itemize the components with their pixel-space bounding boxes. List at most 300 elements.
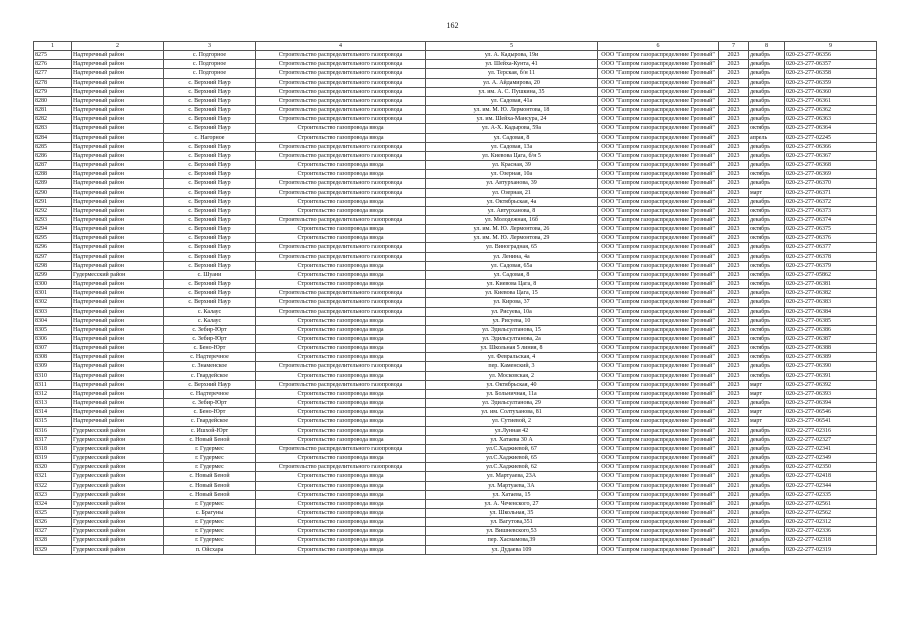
work-type-cell: Строительство распределительного газопровода (256, 444, 426, 453)
row-number-cell: 8285 (34, 142, 72, 151)
column-header: 3 (164, 42, 256, 51)
settlement-cell: с. Калаус (164, 316, 256, 325)
column-header: 7 (719, 42, 749, 51)
work-type-cell: Строительство газопровода ввода (256, 344, 426, 353)
table-row (34, 179, 877, 188)
organization-cell: ООО "Газпром газораспределение Грозный" (598, 454, 719, 463)
district-cell: Надтеречный район (72, 96, 164, 105)
settlement-cell: с. Верхний Наур (164, 106, 256, 115)
row-number-cell: 8280 (34, 96, 72, 105)
registry-code-cell: 020-22-277-02336 (785, 527, 877, 536)
organization-cell: ООО "Газпром газораспределение Грозный" (598, 371, 719, 380)
table-row (34, 234, 877, 243)
organization-cell: ООО "Газпром газораспределение Грозный" (598, 380, 719, 389)
row-number-cell: 8288 (34, 170, 72, 179)
header-row (34, 42, 877, 51)
work-type-cell: Строительство газопровода ввода (256, 454, 426, 463)
month-cell: декабрь (749, 463, 785, 472)
row-number-cell: 8310 (34, 371, 72, 380)
settlement-cell: с. Знаменское (164, 362, 256, 371)
year-cell: 2023 (719, 60, 749, 69)
work-type-cell: Строительство распределительного газопровода (256, 78, 426, 87)
district-cell: Надтеречный район (72, 307, 164, 316)
organization-cell: ООО "Газпром газораспределение Грозный" (598, 206, 719, 215)
district-cell: Гудермесский район (72, 508, 164, 517)
work-type-cell: Строительство газопровода ввода (256, 234, 426, 243)
row-number-cell: 8294 (34, 225, 72, 234)
address-cell: ул. Садовая, 13а (426, 142, 598, 151)
organization-cell: ООО "Газпром газораспределение Грозный" (598, 69, 719, 78)
address-cell: ул. Вишневского,53 (426, 527, 598, 536)
registry-code-cell: 020-23-277-06376 (785, 234, 877, 243)
table-row (34, 197, 877, 206)
table-row (34, 399, 877, 408)
district-cell: Гудермесский район (72, 518, 164, 527)
year-cell: 2023 (719, 215, 749, 224)
organization-cell: ООО "Газпром газораспределение Грозный" (598, 444, 719, 453)
row-number-cell: 8316 (34, 426, 72, 435)
row-number-cell: 8302 (34, 298, 72, 307)
month-cell: октябрь (749, 170, 785, 179)
row-number-cell: 8315 (34, 417, 72, 426)
month-cell: декабрь (749, 454, 785, 463)
organization-cell: ООО "Газпром газораспределение Грозный" (598, 472, 719, 481)
registry-code-cell: 020-23-277-02245 (785, 133, 877, 142)
settlement-cell: с. Верхний Наур (164, 215, 256, 224)
table-row (34, 408, 877, 417)
work-type-cell: Строительство распределительного газопровода (256, 463, 426, 472)
work-type-cell: Строительство газопровода ввода (256, 335, 426, 344)
settlement-cell: с. Гвардейское (164, 371, 256, 380)
registry-code-cell: 020-23-277-06361 (785, 96, 877, 105)
year-cell: 2023 (719, 261, 749, 270)
month-cell: декабрь (749, 151, 785, 160)
address-cell: ул. им. М. Ю. Лермонтова, 26 (426, 225, 598, 234)
table-row (34, 270, 877, 279)
month-cell: октябрь (749, 270, 785, 279)
district-cell: Надтеречный район (72, 389, 164, 398)
row-number-cell: 8278 (34, 78, 72, 87)
work-type-cell: Строительство распределительного газопровода (256, 362, 426, 371)
month-cell: декабрь (749, 307, 785, 316)
address-cell: ул. Рисуева, 10 (426, 316, 598, 325)
year-cell: 2021 (719, 481, 749, 490)
registry-code-cell: 020-22-277-02418 (785, 472, 877, 481)
registry-code-cell: 020-23-277-06370 (785, 179, 877, 188)
district-cell: Надтеречный район (72, 161, 164, 170)
settlement-cell: г. Гудермес (164, 454, 256, 463)
year-cell: 2023 (719, 316, 749, 325)
registry-code-cell: 020-23-277-06373 (785, 206, 877, 215)
settlement-cell: с. Верхний Наур (164, 161, 256, 170)
month-cell: март (749, 188, 785, 197)
month-cell: декабрь (749, 69, 785, 78)
organization-cell: ООО "Газпром газораспределение Грозный" (598, 115, 719, 124)
registry-code-cell: 020-23-277-06359 (785, 78, 877, 87)
row-number-cell: 8320 (34, 463, 72, 472)
month-cell: март (749, 417, 785, 426)
registry-table (33, 41, 877, 555)
year-cell: 2023 (719, 344, 749, 353)
table-row (34, 454, 877, 463)
table-row (34, 78, 877, 87)
settlement-cell: с. Верхний Наур (164, 115, 256, 124)
work-type-cell: Строительство газопровода ввода (256, 508, 426, 517)
table-row (34, 463, 877, 472)
settlement-cell: с. Верхний Наур (164, 261, 256, 270)
row-number-cell: 8308 (34, 353, 72, 362)
registry-code-cell: 020-23-277-06360 (785, 87, 877, 96)
row-number-cell: 8328 (34, 536, 72, 545)
address-cell: ул. Садовая, 8 (426, 133, 598, 142)
row-number-cell: 8301 (34, 289, 72, 298)
settlement-cell: г. Гудермес (164, 527, 256, 536)
address-cell: ул. Рисуева, 10а (426, 307, 598, 316)
row-number-cell: 8276 (34, 60, 72, 69)
row-number-cell: 8293 (34, 215, 72, 224)
work-type-cell: Строительство газопровода ввода (256, 408, 426, 417)
settlement-cell: с. Калаус (164, 307, 256, 316)
organization-cell: ООО "Газпром газораспределение Грозный" (598, 96, 719, 105)
table-row (34, 298, 877, 307)
district-cell: Гудермесский район (72, 536, 164, 545)
year-cell: 2023 (719, 133, 749, 142)
table-row (34, 499, 877, 508)
row-number-cell: 8291 (34, 197, 72, 206)
district-cell: Гудермесский район (72, 545, 164, 554)
settlement-cell: с. Подгорное (164, 51, 256, 60)
registry-code-cell: 020-22-277-02319 (785, 545, 877, 554)
district-cell: Надтеречный район (72, 325, 164, 334)
address-cell: ул. А. Айдамирова, 20 (426, 78, 598, 87)
registry-code-cell: 020-23-277-06356 (785, 51, 877, 60)
month-cell: декабрь (749, 435, 785, 444)
table-row (34, 124, 877, 133)
work-type-cell: Строительство распределительного газопровода (256, 142, 426, 151)
work-type-cell: Строительство газопровода ввода (256, 206, 426, 215)
district-cell: Гудермесский район (72, 426, 164, 435)
month-cell: март (749, 380, 785, 389)
address-cell: ул. Киевова Цага, 15 (426, 289, 598, 298)
organization-cell: ООО "Газпром газораспределение Грозный" (598, 508, 719, 517)
address-cell: ул. Московская, 2 (426, 371, 598, 380)
district-cell: Надтеречный район (72, 206, 164, 215)
month-cell: декабрь (749, 51, 785, 60)
address-cell: ул. А. Чеченского, 27 (426, 499, 598, 508)
work-type-cell: Строительство распределительного газопровода (256, 298, 426, 307)
settlement-cell: с. Верхний Наур (164, 243, 256, 252)
settlement-cell: с. Нагорное (164, 133, 256, 142)
month-cell: октябрь (749, 225, 785, 234)
settlement-cell: с. Верхний Наур (164, 298, 256, 307)
year-cell: 2023 (719, 69, 749, 78)
work-type-cell: Строительство газопровода ввода (256, 426, 426, 435)
year-cell: 2023 (719, 335, 749, 344)
address-cell: ул.С.Хаджиевой, 65 (426, 454, 598, 463)
settlement-cell: г. Гудермес (164, 463, 256, 472)
settlement-cell: с. Надтеречное (164, 389, 256, 398)
settlement-cell: с. Верхний Наур (164, 78, 256, 87)
address-cell: ул. Мартуаева, 3А (426, 481, 598, 490)
district-cell: Надтеречный район (72, 371, 164, 380)
work-type-cell: Строительство газопровода ввода (256, 316, 426, 325)
work-type-cell: Строительство газопровода ввода (256, 417, 426, 426)
organization-cell: ООО "Газпром газораспределение Грозный" (598, 261, 719, 270)
year-cell: 2021 (719, 490, 749, 499)
district-cell: Надтеречный район (72, 69, 164, 78)
registry-code-cell: 020-22-277-02341 (785, 444, 877, 453)
row-number-cell: 8300 (34, 280, 72, 289)
row-number-cell: 8286 (34, 151, 72, 160)
district-cell: Гудермесский район (72, 490, 164, 499)
district-cell: Надтеречный район (72, 106, 164, 115)
year-cell: 2023 (719, 51, 749, 60)
district-cell: Гудермесский район (72, 481, 164, 490)
column-header: 1 (34, 42, 72, 51)
row-number-cell: 8319 (34, 454, 72, 463)
organization-cell: ООО "Газпром газораспределение Грозный" (598, 133, 719, 142)
month-cell: декабрь (749, 490, 785, 499)
year-cell: 2023 (719, 243, 749, 252)
row-number-cell: 8326 (34, 518, 72, 527)
row-number-cell: 8305 (34, 325, 72, 334)
address-cell: ул. Автурханова, 39 (426, 179, 598, 188)
month-cell: декабрь (749, 472, 785, 481)
organization-cell: ООО "Газпром газораспределение Грозный" (598, 298, 719, 307)
organization-cell: ООО "Газпром газораспределение Грозный" (598, 142, 719, 151)
month-cell: декабрь (749, 106, 785, 115)
year-cell: 2023 (719, 225, 749, 234)
district-cell: Гудермесский район (72, 435, 164, 444)
address-cell: ул. Хатаева 30 А (426, 435, 598, 444)
district-cell: Надтеречный район (72, 298, 164, 307)
work-type-cell: Строительство газопровода ввода (256, 481, 426, 490)
table-row (34, 353, 877, 362)
table-row (34, 188, 877, 197)
month-cell: декабрь (749, 252, 785, 261)
month-cell: декабрь (749, 399, 785, 408)
registry-code-cell: 020-23-277-06389 (785, 353, 877, 362)
year-cell: 2021 (719, 545, 749, 554)
organization-cell: ООО "Газпром газораспределение Грозный" (598, 78, 719, 87)
address-cell: ул. им. М. Ю. Лермонтова, 29 (426, 234, 598, 243)
table-row (34, 518, 877, 527)
address-cell: ул. Февральская, 4 (426, 353, 598, 362)
registry-code-cell: 020-23-277-06383 (785, 298, 877, 307)
district-cell: Надтеречный район (72, 353, 164, 362)
month-cell: декабрь (749, 298, 785, 307)
address-cell: ул. Больничная, 11а (426, 389, 598, 398)
district-cell: Надтеречный район (72, 380, 164, 389)
address-cell: пер. Каменский, 3 (426, 362, 598, 371)
organization-cell: ООО "Газпром газораспределение Грозный" (598, 399, 719, 408)
year-cell: 2023 (719, 298, 749, 307)
row-number-cell: 8311 (34, 380, 72, 389)
table-row (34, 206, 877, 215)
work-type-cell: Строительство газопровода ввода (256, 280, 426, 289)
work-type-cell: Строительство газопровода ввода (256, 161, 426, 170)
address-cell: ул. Озерная, 21 (426, 188, 598, 197)
month-cell: октябрь (749, 206, 785, 215)
month-cell: октябрь (749, 261, 785, 270)
district-cell: Надтеречный район (72, 261, 164, 270)
organization-cell: ООО "Газпром газораспределение Грозный" (598, 170, 719, 179)
page-number: 162 (446, 21, 459, 30)
year-cell: 2023 (719, 124, 749, 133)
district-cell: Надтеречный район (72, 243, 164, 252)
year-cell: 2023 (719, 87, 749, 96)
address-cell: ул. Кирова, 37 (426, 298, 598, 307)
district-cell: Гудермесский район (72, 499, 164, 508)
work-type-cell: Строительство распределительного газопровода (256, 252, 426, 261)
settlement-cell: с. Верхний Наур (164, 151, 256, 160)
settlement-cell: с. Верхний Наур (164, 170, 256, 179)
registry-code-cell: 020-22-277-02350 (785, 463, 877, 472)
address-cell: ул. Автурханова, 8 (426, 206, 598, 215)
row-number-cell: 8289 (34, 179, 72, 188)
work-type-cell: Строительство газопровода ввода (256, 389, 426, 398)
row-number-cell: 8277 (34, 69, 72, 78)
row-number-cell: 8299 (34, 270, 72, 279)
month-cell: октябрь (749, 335, 785, 344)
settlement-cell: г. Гудермес (164, 518, 256, 527)
district-cell: Надтеречный район (72, 289, 164, 298)
settlement-cell: п. Ойсхара (164, 545, 256, 554)
organization-cell: ООО "Газпром газораспределение Грозный" (598, 270, 719, 279)
address-cell: ул. им. А. С. Пушкина, 35 (426, 87, 598, 96)
organization-cell: ООО "Газпром газораспределение Грозный" (598, 225, 719, 234)
registry-code-cell: 020-23-277-06385 (785, 316, 877, 325)
registry-code-cell: 020-23-277-06362 (785, 106, 877, 115)
table-row (34, 142, 877, 151)
month-cell: декабрь (749, 518, 785, 527)
table-row (34, 215, 877, 224)
table-row (34, 106, 877, 115)
address-cell: ул. Вагутова,351 (426, 518, 598, 527)
registry-code-cell: 020-23-277-06363 (785, 115, 877, 124)
district-cell: Надтеречный район (72, 188, 164, 197)
registry-code-cell: 020-22-277-02316 (785, 426, 877, 435)
row-number-cell: 8298 (34, 261, 72, 270)
address-cell: ул. Школьная, 35 (426, 508, 598, 517)
table-row (34, 536, 877, 545)
organization-cell: ООО "Газпром газораспределение Грозный" (598, 353, 719, 362)
registry-code-cell: 020-23-277-06390 (785, 362, 877, 371)
organization-cell: ООО "Газпром газораспределение Грозный" (598, 280, 719, 289)
table-row (34, 508, 877, 517)
district-cell: Гудермесский район (72, 444, 164, 453)
work-type-cell: Строительство распределительного газопровода (256, 151, 426, 160)
district-cell: Надтеречный район (72, 252, 164, 261)
registry-code-cell: 020-22-277-02562 (785, 508, 877, 517)
table-row (34, 545, 877, 554)
month-cell: декабрь (749, 527, 785, 536)
settlement-cell: с. Бено-Юрт (164, 344, 256, 353)
settlement-cell: с. Новый Беной (164, 435, 256, 444)
settlement-cell: г. Гудермес (164, 536, 256, 545)
organization-cell: ООО "Газпром газораспределение Грозный" (598, 234, 719, 243)
table-row (34, 371, 877, 380)
registry-code-cell: 020-23-277-06541 (785, 417, 877, 426)
district-cell: Надтеречный район (72, 60, 164, 69)
month-cell: октябрь (749, 344, 785, 353)
address-cell: ул.С.Хаджиевой, 67 (426, 444, 598, 453)
organization-cell: ООО "Газпром газораспределение Грозный" (598, 60, 719, 69)
year-cell: 2023 (719, 197, 749, 206)
address-cell: ул.Лунная 42 (426, 426, 598, 435)
registry-code-cell: 020-23-277-06394 (785, 399, 877, 408)
month-cell: декабрь (749, 215, 785, 224)
registry-code-cell: 020-22-277-02344 (785, 481, 877, 490)
district-cell: Надтеречный район (72, 408, 164, 417)
registry-code-cell: 020-23-277-06381 (785, 280, 877, 289)
table-row (34, 490, 877, 499)
year-cell: 2023 (719, 389, 749, 398)
address-cell: ул. Дудаева 109 (426, 545, 598, 554)
district-cell: Надтеречный район (72, 87, 164, 96)
work-type-cell: Строительство распределительного газопровода (256, 115, 426, 124)
settlement-cell: с. Верхний Наур (164, 289, 256, 298)
table-row (34, 243, 877, 252)
month-cell: октябрь (749, 124, 785, 133)
table-row (34, 307, 877, 316)
district-cell: Надтеречный район (72, 115, 164, 124)
organization-cell: ООО "Газпром газораспределение Грозный" (598, 389, 719, 398)
settlement-cell: с. Надтеречное (164, 353, 256, 362)
registry-code-cell: 020-22-277-02561 (785, 499, 877, 508)
year-cell: 2023 (719, 188, 749, 197)
month-cell: октябрь (749, 234, 785, 243)
work-type-cell: Строительство газопровода ввода (256, 261, 426, 270)
year-cell: 2023 (719, 106, 749, 115)
table-row (34, 362, 877, 371)
year-cell: 2021 (719, 518, 749, 527)
district-cell: Гудермесский район (72, 270, 164, 279)
table-row (34, 389, 877, 398)
registry-code-cell: 020-23-277-06367 (785, 151, 877, 160)
table-row (34, 289, 877, 298)
district-cell: Надтеречный район (72, 344, 164, 353)
registry-code-cell: 020-23-277-06382 (785, 289, 877, 298)
month-cell: декабрь (749, 179, 785, 188)
row-number-cell: 8312 (34, 389, 72, 398)
address-cell: ул. Мартуаева, 23А (426, 472, 598, 481)
year-cell: 2021 (719, 435, 749, 444)
organization-cell: ООО "Газпром газораспределение Грозный" (598, 362, 719, 371)
row-number-cell: 8329 (34, 545, 72, 554)
settlement-cell: г. Гудермес (164, 499, 256, 508)
month-cell: декабрь (749, 545, 785, 554)
year-cell: 2023 (719, 252, 749, 261)
year-cell: 2023 (719, 270, 749, 279)
organization-cell: ООО "Газпром газораспределение Грозный" (598, 106, 719, 115)
registry-code-cell: 020-23-277-06546 (785, 408, 877, 417)
work-type-cell: Строительство газопровода ввода (256, 536, 426, 545)
row-number-cell: 8290 (34, 188, 72, 197)
organization-cell: ООО "Газпром газораспределение Грозный" (598, 545, 719, 554)
address-cell: ул. им. Солтуханова, 81 (426, 408, 598, 417)
table-row (34, 280, 877, 289)
year-cell: 2023 (719, 96, 749, 105)
row-number-cell: 8323 (34, 490, 72, 499)
address-cell: ул. им. М. Ю. Лермонтова, 18 (426, 106, 598, 115)
year-cell: 2023 (719, 151, 749, 160)
settlement-cell: с. Подгорное (164, 69, 256, 78)
column-header: 4 (256, 42, 426, 51)
row-number-cell: 8281 (34, 106, 72, 115)
address-cell: ул. Хатаева, 15 (426, 490, 598, 499)
registry-sheet (33, 41, 876, 555)
